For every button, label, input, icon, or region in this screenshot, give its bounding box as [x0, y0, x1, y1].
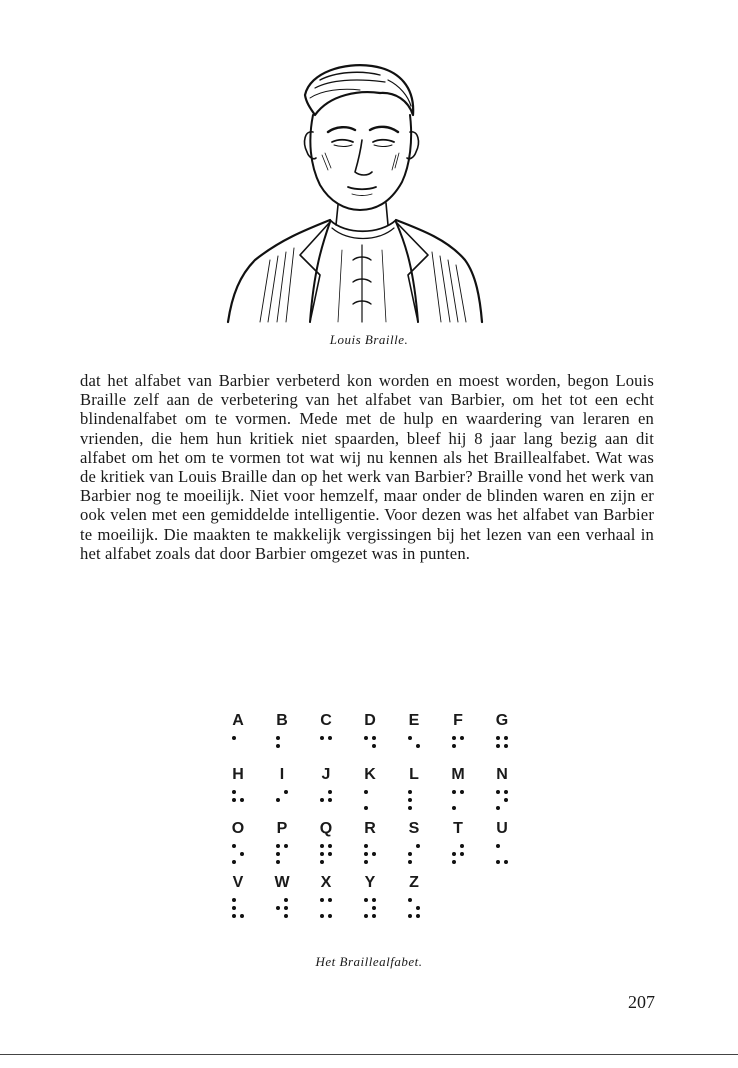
- portrait-caption: Louis Braille.: [329, 332, 409, 347]
- braille-dot: [372, 852, 376, 856]
- braille-letter: N: [496, 766, 508, 783]
- braille-dot: [364, 790, 368, 794]
- braille-letter: P: [276, 820, 288, 837]
- braille-dot-pattern: [408, 898, 424, 920]
- braille-dot: [496, 844, 500, 848]
- braille-dot: [372, 898, 376, 902]
- braille-dot-pattern: [408, 844, 424, 866]
- braille-dot: [504, 860, 508, 864]
- braille-cell-d: [360, 712, 398, 760]
- braille-dot: [452, 860, 456, 864]
- braille-letter: U: [496, 820, 508, 837]
- braille-dot: [408, 852, 412, 856]
- braille-letter: H: [232, 766, 244, 783]
- braille-cell-l: [404, 766, 442, 814]
- braille-cell-b: [272, 712, 310, 760]
- paragraph-text: dat het alfabet van Barbier verbeterd kon worden en moest worden, begon Louis Braille zelf aan de verbetering van het alfabet van Barbier, om het tot een echt blindenalfabet om te vormen. Mede met de hulp en waardering van leraren en vrienden, die hem hun kritiek niet spaarden, bleef hij 8 jaar lang bezig aan dit alfabet om het om te vormen tot wat wij nu kennen als het Braillealfabet. Wat was de kritiek van Louis Braille dan op het werk van Barbier? Braille vond het werk van Barbier nog te moeilijk. Niet voor hemzelf, maar onder de blinden waren en zijn er ook velen met een gemiddelde intelligentie. Voor dezen was het alfabet van Barbier te moeilijk. Die maakten te makkelijk vergissingen bij het lezen van een verhaal in het alfabet zoals dat door Barbier omgezet was in punten.: [80, 371, 654, 563]
- braille-dot: [408, 806, 412, 810]
- braille-dot: [240, 914, 244, 918]
- braille-dot: [232, 798, 236, 802]
- braille-dot: [328, 844, 332, 848]
- braille-dot: [276, 860, 280, 864]
- braille-cell-k: [360, 766, 398, 814]
- braille-dot: [364, 898, 368, 902]
- braille-dot: [364, 914, 368, 918]
- braille-dot: [364, 806, 368, 810]
- braille-dot: [276, 844, 280, 848]
- braille-dot: [496, 790, 500, 794]
- braille-dot-pattern: [408, 736, 424, 758]
- braille-dot-pattern: [232, 790, 248, 812]
- braille-letter: T: [453, 820, 463, 837]
- braille-letter: I: [279, 766, 285, 783]
- braille-dot: [276, 736, 280, 740]
- braille-dot-pattern: [320, 790, 336, 812]
- braille-dot: [408, 898, 412, 902]
- braille-dot: [460, 852, 464, 856]
- braille-dot: [504, 790, 508, 794]
- braille-letter: X: [320, 874, 332, 891]
- braille-dot: [416, 844, 420, 848]
- braille-dot: [240, 798, 244, 802]
- braille-dot: [276, 798, 280, 802]
- braille-letter: C: [320, 712, 332, 729]
- braille-dot: [416, 744, 420, 748]
- braille-dot-pattern: [276, 898, 292, 920]
- braille-dot: [320, 798, 324, 802]
- braille-dot: [364, 852, 368, 856]
- braille-dot: [320, 898, 324, 902]
- body-paragraph: [80, 371, 654, 563]
- braille-dot: [232, 844, 236, 848]
- braille-cell-g: [492, 712, 530, 760]
- braille-cell-r: [360, 820, 398, 868]
- braille-dot: [496, 806, 500, 810]
- braille-dot: [504, 798, 508, 802]
- braille-letter: M: [451, 766, 465, 783]
- braille-dot: [364, 844, 368, 848]
- braille-dot-pattern: [276, 844, 292, 866]
- braille-dot: [328, 852, 332, 856]
- braille-letter: E: [408, 712, 420, 729]
- braille-cell-u: [492, 820, 530, 868]
- braille-letter: Y: [364, 874, 376, 891]
- braille-cell-x: [316, 874, 354, 922]
- braille-dot-pattern: [232, 898, 248, 920]
- braille-dot: [372, 906, 376, 910]
- braille-dot-pattern: [232, 844, 248, 866]
- braille-cell-n: [492, 766, 530, 814]
- braille-dot: [372, 744, 376, 748]
- braille-dot: [372, 914, 376, 918]
- braille-dot: [408, 736, 412, 740]
- braille-dot: [496, 744, 500, 748]
- braille-letter: Z: [409, 874, 419, 891]
- braille-dot-pattern: [276, 736, 292, 758]
- braille-dot: [328, 914, 332, 918]
- braille-dot-pattern: [364, 736, 380, 758]
- braille-dot: [328, 736, 332, 740]
- braille-dot: [232, 906, 236, 910]
- braille-dot: [452, 852, 456, 856]
- braille-dot-pattern: [320, 736, 336, 758]
- braille-cell-p: [272, 820, 310, 868]
- braille-cell-t: [448, 820, 486, 868]
- braille-dot: [232, 914, 236, 918]
- braille-dot: [328, 798, 332, 802]
- braille-cell-m: [448, 766, 486, 814]
- braille-dot: [504, 744, 508, 748]
- braille-caption: Het Braillealfabet.: [315, 954, 423, 969]
- braille-cell-h: [228, 766, 266, 814]
- braille-cell-c: [316, 712, 354, 760]
- braille-letter: S: [408, 820, 420, 837]
- braille-dot: [496, 736, 500, 740]
- braille-dot: [460, 736, 464, 740]
- braille-dot-pattern: [452, 790, 468, 812]
- braille-dot: [232, 860, 236, 864]
- braille-dot: [284, 906, 288, 910]
- braille-dot: [460, 790, 464, 794]
- braille-dot: [320, 860, 324, 864]
- braille-dot-pattern: [364, 898, 380, 920]
- braille-letter: G: [495, 712, 509, 729]
- braille-dot: [232, 898, 236, 902]
- braille-dot: [328, 790, 332, 794]
- braille-letter: R: [364, 820, 376, 837]
- braille-dot: [320, 736, 324, 740]
- braille-cell-v: [228, 874, 266, 922]
- braille-dot: [284, 898, 288, 902]
- braille-dot: [328, 898, 332, 902]
- braille-dot: [452, 736, 456, 740]
- braille-dot: [504, 736, 508, 740]
- braille-dot: [276, 852, 280, 856]
- braille-cell-a: [228, 712, 266, 760]
- braille-letter: Q: [319, 820, 333, 837]
- braille-dot: [460, 844, 464, 848]
- braille-letter: L: [409, 766, 419, 783]
- braille-cell-z: [404, 874, 442, 922]
- braille-dot: [416, 914, 420, 918]
- braille-dot: [320, 914, 324, 918]
- braille-dot: [232, 790, 236, 794]
- braille-dot-pattern: [320, 844, 336, 866]
- braille-dot: [408, 860, 412, 864]
- braille-cell-e: [404, 712, 442, 760]
- braille-letter: A: [232, 712, 244, 729]
- braille-cell-s: [404, 820, 442, 868]
- braille-dot: [452, 744, 456, 748]
- braille-dot: [284, 790, 288, 794]
- braille-dot: [364, 860, 368, 864]
- braille-dot-pattern: [276, 790, 292, 812]
- braille-dot: [416, 906, 420, 910]
- page-bottom-rule: [0, 1054, 738, 1055]
- braille-dot: [408, 798, 412, 802]
- braille-letter: F: [453, 712, 463, 729]
- braille-letter: K: [364, 766, 376, 783]
- braille-dot: [408, 914, 412, 918]
- braille-letter: W: [274, 874, 290, 891]
- braille-dot-pattern: [496, 844, 512, 866]
- braille-dot: [320, 852, 324, 856]
- braille-cell-f: [448, 712, 486, 760]
- page-number: 207: [628, 992, 655, 1012]
- braille-letter: V: [232, 874, 244, 891]
- braille-letter: D: [364, 712, 376, 729]
- braille-letter: O: [231, 820, 245, 837]
- braille-dot-pattern: [452, 844, 468, 866]
- braille-cell-y: [360, 874, 398, 922]
- braille-dot: [364, 736, 368, 740]
- braille-dot: [452, 806, 456, 810]
- braille-cell-i: [272, 766, 310, 814]
- braille-dot: [240, 852, 244, 856]
- braille-letter: B: [276, 712, 288, 729]
- braille-dot: [276, 906, 280, 910]
- braille-dot-pattern: [496, 790, 512, 812]
- braille-cell-j: [316, 766, 354, 814]
- louis-braille-portrait: [210, 60, 495, 330]
- braille-dot: [284, 914, 288, 918]
- braille-dot-pattern: [364, 844, 380, 866]
- braille-dot: [232, 736, 236, 740]
- braille-letter: J: [321, 766, 331, 783]
- braille-cell-w: [272, 874, 310, 922]
- braille-dot-pattern: [232, 736, 248, 758]
- braille-dot-pattern: [364, 790, 380, 812]
- braille-dot: [320, 844, 324, 848]
- braille-dot-pattern: [452, 736, 468, 758]
- braille-dot-pattern: [320, 898, 336, 920]
- braille-dot: [276, 744, 280, 748]
- braille-cell-o: [228, 820, 266, 868]
- braille-dot: [496, 860, 500, 864]
- braille-alphabet-chart: [228, 712, 528, 932]
- braille-dot: [284, 844, 288, 848]
- braille-dot-pattern: [496, 736, 512, 758]
- braille-dot-pattern: [408, 790, 424, 812]
- braille-dot: [452, 790, 456, 794]
- braille-dot: [372, 736, 376, 740]
- braille-dot: [408, 790, 412, 794]
- braille-cell-q: [316, 820, 354, 868]
